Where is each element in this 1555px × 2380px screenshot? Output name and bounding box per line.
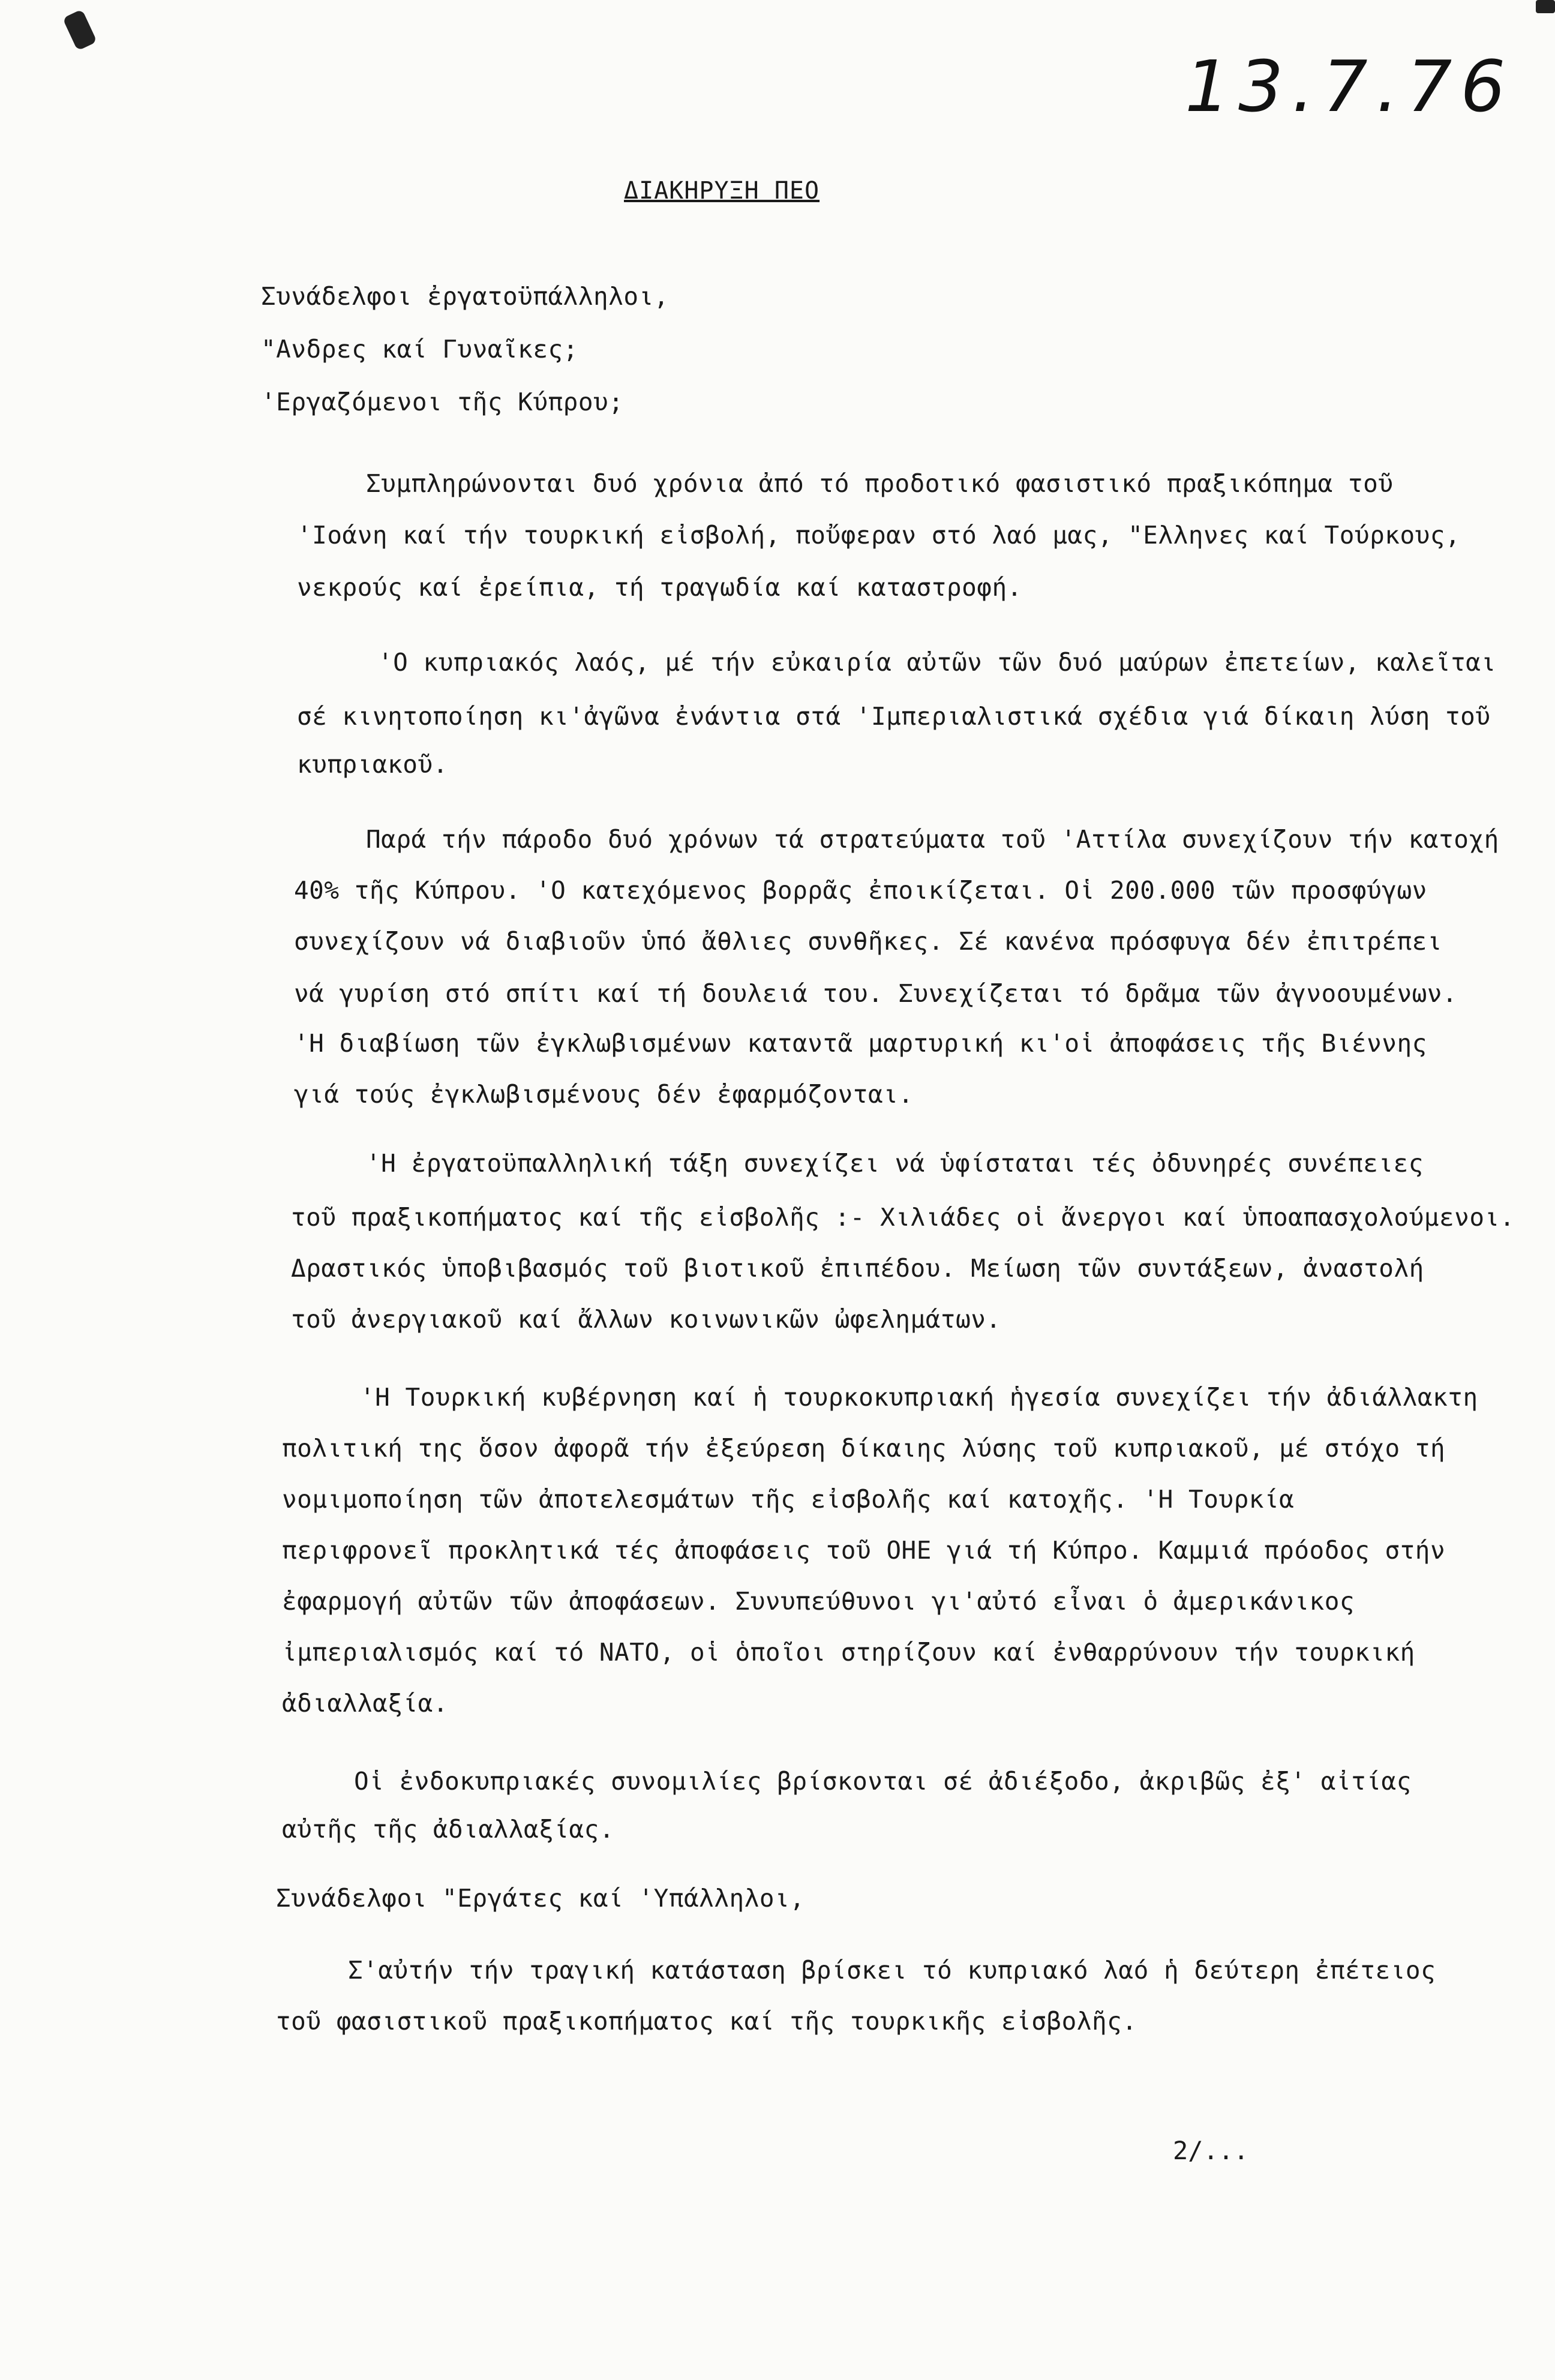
handwritten-date: 13.7.76: [1185, 45, 1514, 128]
paragraph-line: νεκρούς καί ἐρείπια, τή τραγωδία καί καταστροφή.: [297, 573, 1022, 602]
paragraph-line: ἐφαρμογή αὐτῶν τῶν ἀποφάσεων. Συνυπεύθυνοι γι'αὐτό εἶναι ὁ ἀμερικάνικος: [282, 1587, 1355, 1616]
paragraph-line: αὐτῆς τῆς ἀδιαλλαξίας.: [282, 1815, 615, 1844]
paragraph-line: Δραστικός ὑποβιβασμός τοῦ βιοτικοῦ ἐπιπέδου. Μείωση τῶν συντάξεων, ἀναστολή: [291, 1254, 1424, 1283]
paragraph-line: ἰμπεριαλισμός καί τό ΝΑΤΟ, οἱ ὁποῖοι στηρίζουν καί ἐνθαρρύνουν τήν τουρκική: [282, 1638, 1415, 1667]
ink-blot: [1536, 0, 1555, 13]
paragraph-line: Σ'αὐτήν τήν τραγική κατάσταση βρίσκει τό κυπριακό λαό ἡ δεύτερη ἐπέτειος: [348, 1956, 1436, 1985]
page-continuation-marker: 2/...: [1173, 2136, 1249, 2165]
paragraph-line: τοῦ πραξικοπήματος καί τῆς εἰσβολῆς :- Χιλιάδες οἱ ἄνεργοι καί ὑποαπασχολούμενοι.: [291, 1203, 1515, 1232]
paragraph-line: 'Ο κυπριακός λαός, μέ τήν εὐκαιρία αὐτῶν τῶν δυό μαύρων ἐπετείων, καλεῖται: [378, 648, 1496, 677]
paragraph-line: τοῦ ἀνεργιακοῦ καί ἄλλων κοινωνικῶν ὠφελημάτων.: [291, 1305, 1001, 1334]
paragraph-line: Συμπληρώνονται δυό χρόνια ἀπό τό προδοτικό φασιστικό πραξικόπημα τοῦ: [366, 469, 1394, 498]
paragraph-line: πολιτική της ὅσον ἀφορᾶ τήν ἐξεύρεση δίκαιης λύσης τοῦ κυπριακοῦ, μέ στόχο τή: [282, 1434, 1446, 1463]
paragraph-line: νά γυρίση στό σπίτι καί τή δουλειά του. Συνεχίζεται τό δρᾶμα τῶν ἀγνοουμένων.: [294, 979, 1458, 1008]
ink-blot: [62, 9, 97, 51]
document-title: ΔΙΑΚΗΡΥΞΗ ΠΕΟ: [624, 177, 820, 205]
paragraph-line: ἀδιαλλαξία.: [282, 1689, 449, 1718]
paragraph-line: συνεχίζουν νά διαβιοῦν ὑπό ἄθλιες συνθῆκες. Σέ κανένα πρόσφυγα δέν ἐπιτρέπει: [294, 927, 1442, 956]
paragraph-line: 'Η Τουρκική κυβέρνηση καί ἡ τουρκοκυπριακή ἡγεσία συνεχίζει τήν ἀδιάλλακτη: [360, 1383, 1478, 1412]
paragraph-line: 'Ιοάνη καί τήν τουρκική εἰσβολή, ποὔφεραν στό λαό μας, "Ελληνες καί Τούρκους,: [297, 521, 1461, 550]
salutation-line: 'Εργαζόμενοι τῆς Κύπρου;: [261, 388, 624, 416]
paragraph-line: Οἱ ἐνδοκυπριακές συνομιλίες βρίσκονται σέ ἀδιέξοδο, ἀκριβῶς ἐξ' αἰτίας: [354, 1767, 1412, 1796]
paragraph-line: κυπριακοῦ.: [297, 750, 448, 779]
paragraph-line: νομιμοποίηση τῶν ἀποτελεσμάτων τῆς εἰσβολῆς καί κατοχῆς. 'Η Τουρκία: [282, 1485, 1295, 1514]
paragraph-line: 40% τῆς Κύπρου. 'Ο κατεχόμενος βορρᾶς ἐποικίζεται. Οἱ 200.000 τῶν προσφύγων: [294, 876, 1427, 905]
paragraph-line: γιά τούς ἐγκλωβισμένους δέν ἐφαρμόζονται.: [294, 1080, 914, 1109]
paragraph-line: Παρά τήν πάροδο δυό χρόνων τά στρατεύματα τοῦ 'Αττίλα συνεχίζουν τήν κατοχή: [366, 825, 1499, 854]
salutation-line: "Ανδρες καί Γυναῖκες;: [261, 335, 578, 364]
salutation-line: Συνάδελφοι ἐργατοϋπάλληλοι,: [261, 282, 669, 311]
paragraph-line: τοῦ φασιστικοῦ πραξικοπήματος καί τῆς τουρκικῆς εἰσβολῆς.: [276, 2007, 1137, 2036]
paragraph-line: περιφρονεῖ προκλητικά τές ἀποφάσεις τοῦ ΟΗΕ γιά τή Κύπρο. Καμμιά πρόοδος στήν: [282, 1536, 1446, 1565]
paragraph-line: 'Η διαβίωση τῶν ἐγκλωβισμένων καταντᾶ μαρτυρική κι'οἱ ἀποφάσεις τῆς Βιέννης: [294, 1029, 1427, 1058]
paragraph-line: σέ κινητοποίηση κι'ἀγῶνα ἐνάντια στά 'Ιμπεριαλιστικά σχέδια γιά δίκαιη λύση τοῦ: [297, 702, 1491, 731]
paragraph-line: 'Η ἐργατοϋπαλληλική τάξη συνεχίζει νά ὑφίσταται τές ὀδυνηρές συνέπειες: [366, 1149, 1424, 1178]
closing-salutation: Συνάδελφοι "Εργάτες καί 'Υπάλληλοι,: [276, 1884, 805, 1913]
